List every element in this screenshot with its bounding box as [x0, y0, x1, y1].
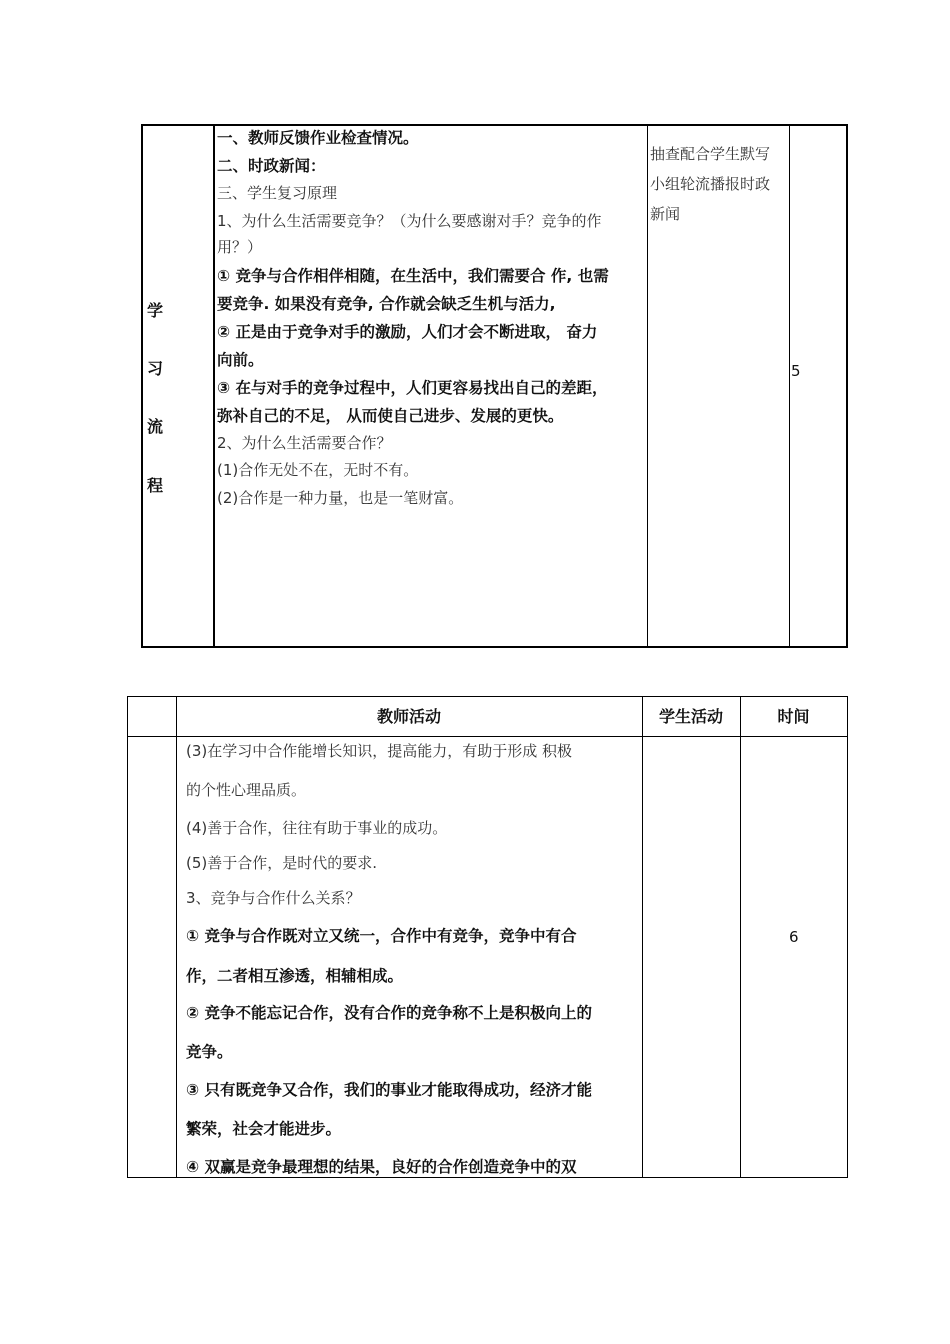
text-line: 弥补自己的不足， 从而使自己进步、发展的更快。 [217, 407, 564, 425]
text-line: 作，二者相互渗透，相辅相成。 [186, 967, 404, 985]
column-divider [642, 697, 643, 1177]
lesson-table-1 [141, 124, 848, 648]
text-line: ③ 在与对手的竞争过程中，人们更容易找出自己的差距， [217, 379, 608, 397]
column-divider [176, 697, 177, 1177]
text-line: 一、教师反馈作业检查情况。 [217, 129, 419, 147]
header-teacher-activity: 教师活动 [376, 707, 441, 726]
student-line: 新闻 [650, 205, 681, 223]
side-label-char: 流 [147, 417, 164, 436]
student-activity-cell [648, 126, 790, 646]
header-time: 时间 [777, 707, 810, 726]
text-line: 的个性心理品质。 [186, 781, 307, 799]
text-line: 向前。 [217, 351, 264, 369]
time-cell [790, 126, 846, 646]
student-line: 小组轮流播报时政 [650, 175, 771, 193]
text-line: 要竞争. 如果没有竞争, 合作就会缺乏生机与活力, [217, 295, 556, 313]
text-line: (1)合作无处不在，无时不有。 [217, 461, 419, 479]
text-line: ② 正是由于竞争对手的激励，人们才会不断进取， 奋力 [217, 323, 598, 341]
column-divider [740, 697, 741, 1177]
text-line: 三、学生复习原理 [217, 184, 338, 202]
text-line: 繁荣，社会才能进步。 [186, 1120, 342, 1138]
text-line: ③ 只有既竞争又合作，我们的事业才能取得成功，经济才能 [186, 1081, 593, 1099]
student-line: 抽查配合学生默写 [650, 145, 771, 163]
text-line: ④ 双赢是竞争最理想的结果，良好的合作创造竞争中的双 [186, 1158, 577, 1176]
side-label-char: 程 [147, 476, 164, 495]
text-line: (2)合作是一种力量，也是一笔财富。 [217, 489, 464, 507]
text-line: (5)善于合作，是时代的要求. [186, 854, 378, 872]
text-line: ② 竞争不能忘记合作，没有合作的竞争称不上是积极向上的 [186, 1004, 593, 1022]
text-line: ① 竞争与合作相伴相随，在生活中，我们需要合 作, 也需 [217, 267, 609, 285]
text-line: 竞争。 [186, 1043, 233, 1061]
lesson-table-2 [127, 696, 848, 1178]
text-line: 用？） [217, 238, 263, 256]
time-value: 5 [791, 362, 801, 380]
side-label-cell [143, 126, 215, 646]
text-line: 2、为什么生活需要合作？ [217, 434, 392, 452]
side-label-char: 学 [147, 301, 164, 320]
text-line: (3)在学习中合作能增长知识，提高能力，有助于形成 积极 [186, 742, 573, 760]
text-line: ① 竞争与合作既对立又统一，合作中有竞争，竞争中有合 [186, 927, 577, 945]
text-line: 二、时政新闻： [217, 157, 326, 175]
text-line: (4)善于合作，往往有助于事业的成功。 [186, 819, 448, 837]
teacher-activity-cell [215, 126, 648, 646]
header-student-activity: 学生活动 [658, 707, 723, 726]
text-line: 3、竞争与合作什么关系？ [186, 889, 361, 907]
time-value: 6 [789, 928, 799, 946]
text-line: 1、为什么生活需要竞争？（为什么要感谢对手？竞争的作 [217, 212, 602, 230]
side-label-char: 习 [147, 359, 164, 378]
